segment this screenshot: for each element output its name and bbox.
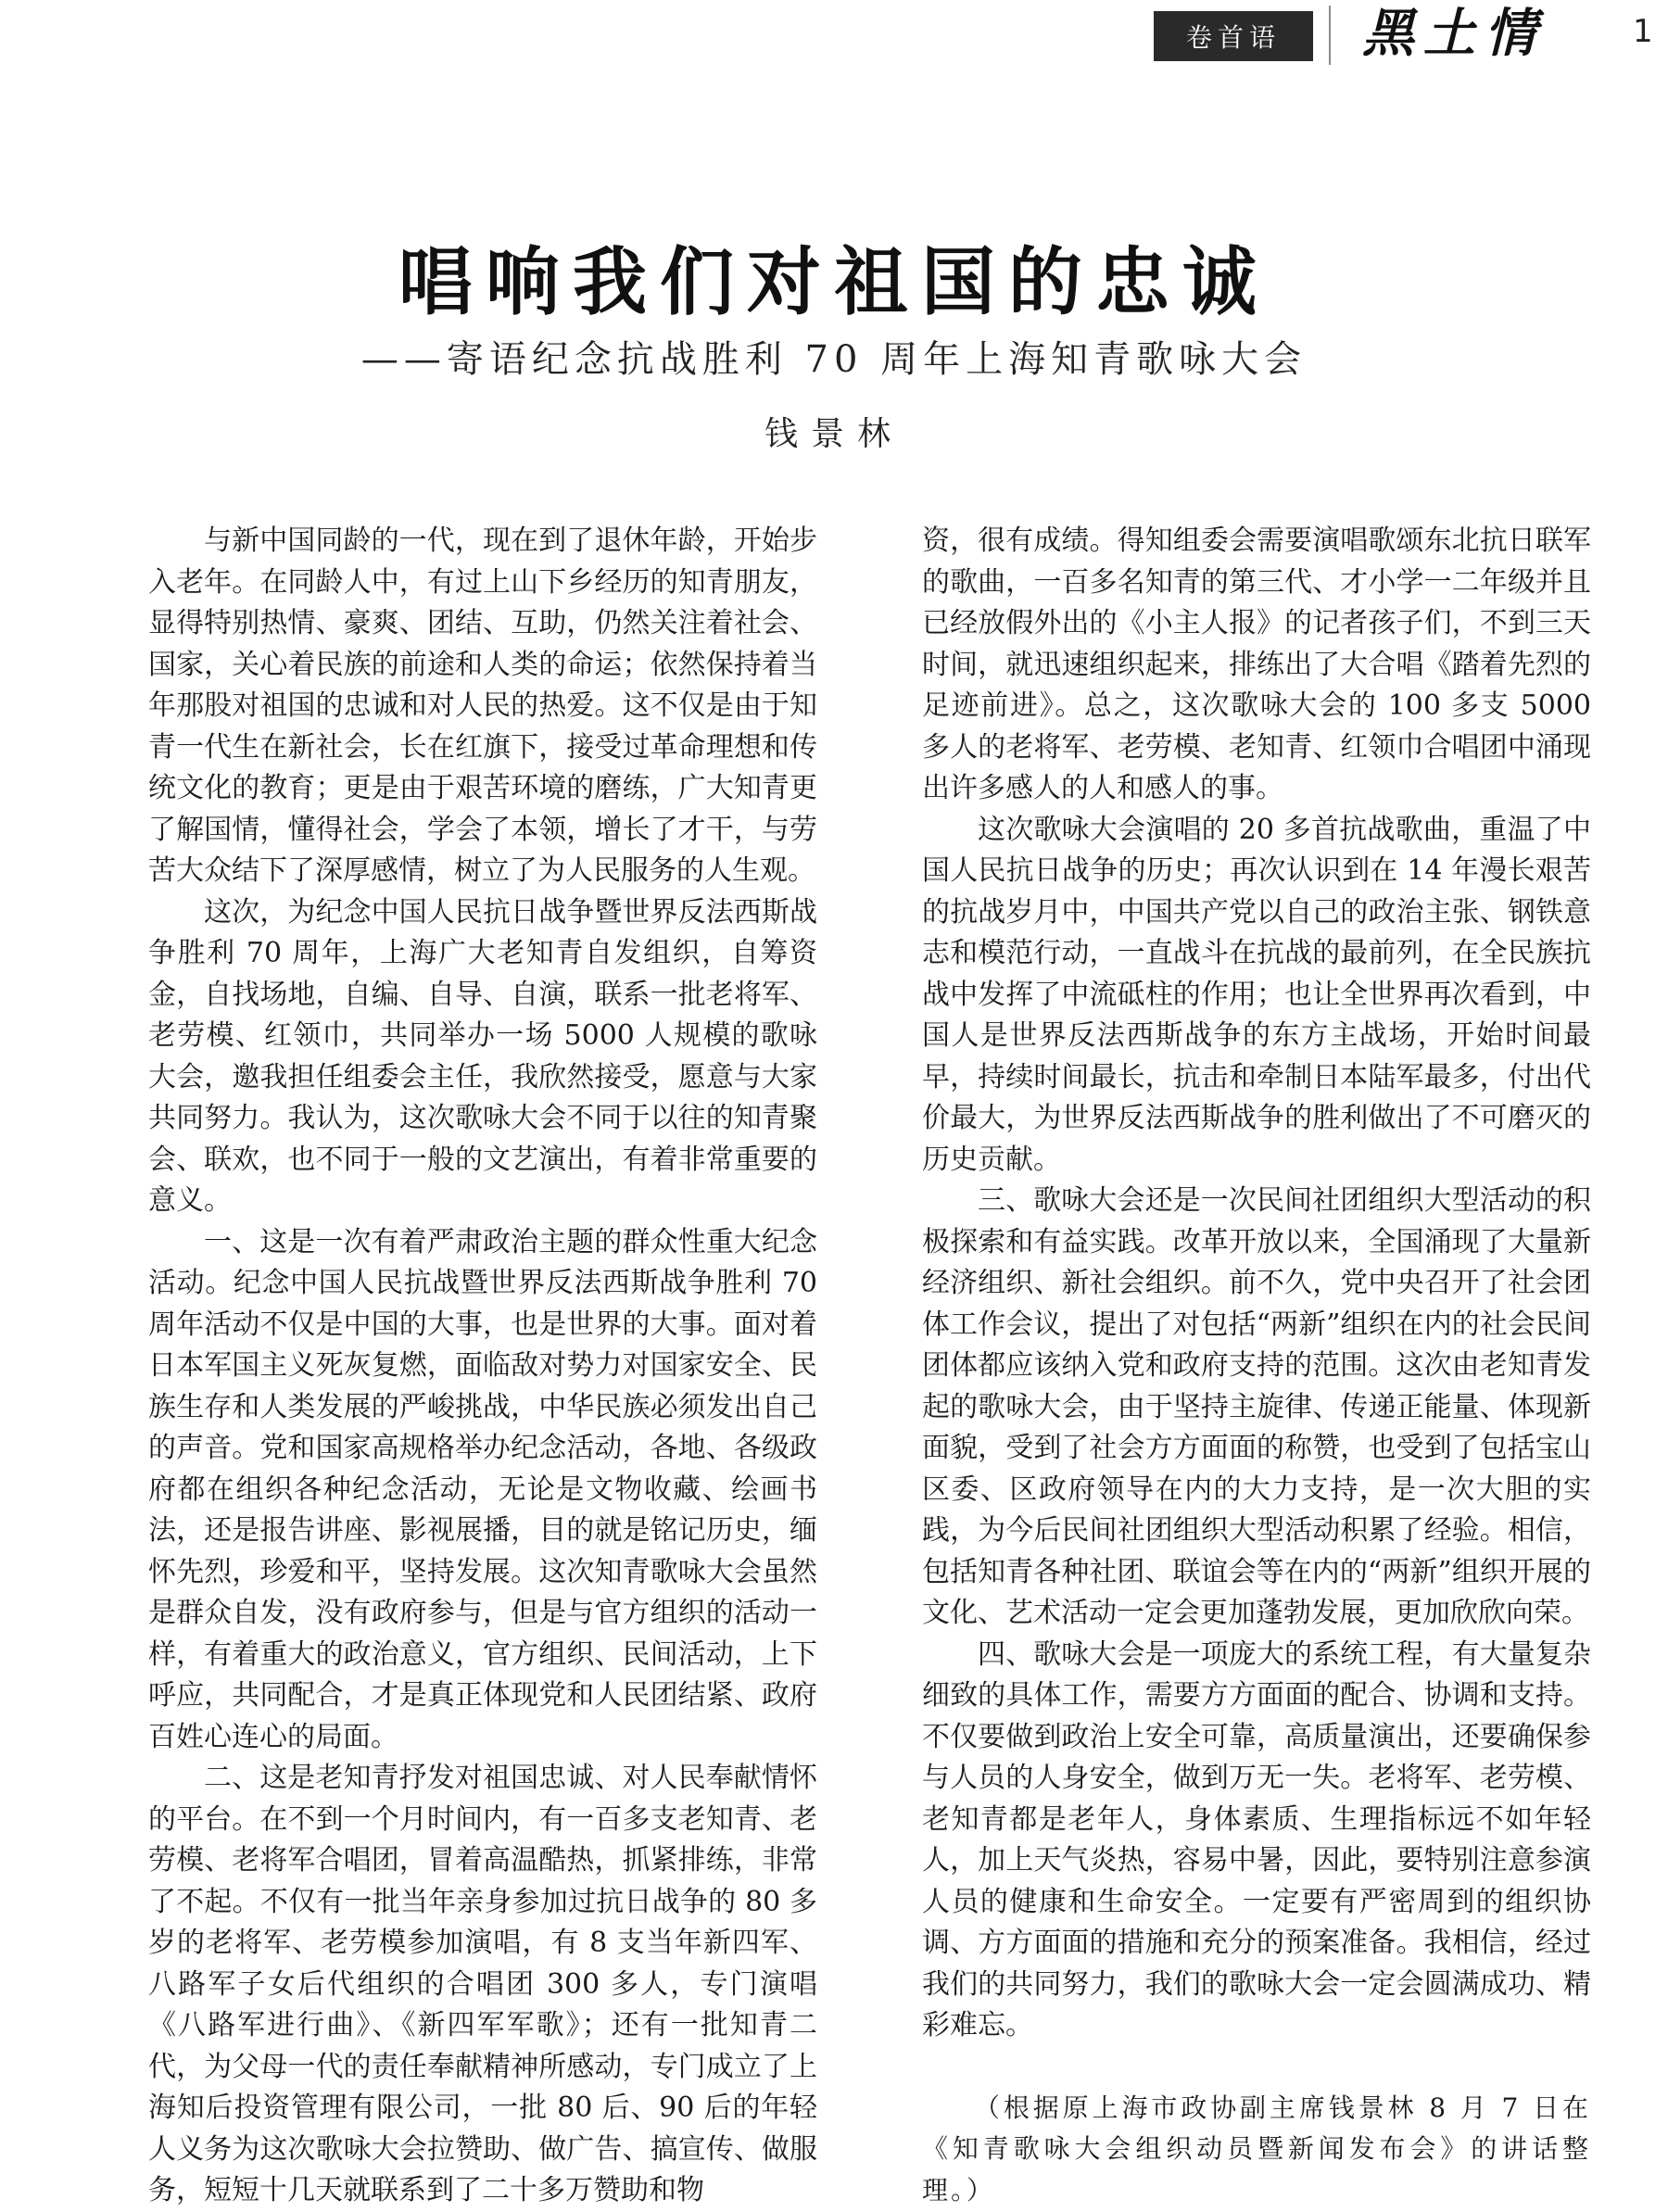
header-divider — [1329, 6, 1331, 65]
magazine-logo: 黑土情 — [1362, 3, 1546, 64]
paragraph: 二、这是老知青抒发对祖国忠诚、对人民奉献情怀的平台。在不到一个月时间内，有一百多支老知青、老劳模、老将军合唱团，冒着高温酷热，抓紧排练，非常了不起。不仅有一批当年亲身参加过抗日战争的 80 多岁的老将军、老劳模参加演唱，有 8 支当年新四军、八路军子女后代组织的合唱团 300 多人，专门演唱《八路军进行曲》、《新四军军歌》；还有一批知青二代，为父母一代的责任奉献精神所感动，专门成立了上海知后投资管理有限公司，一批 80 后、90 后的年轻人义务为这次歌咏大会拉赞助、做广告、搞宣传、做服务，短短十几天就联系到了二十多万赞助和物 — [148, 1762, 817, 2206]
paragraph: 三、歌咏大会还是一次民间社团组织大型活动的积极探索和有益实践。改革开放以来，全国涌现了大量新经济组织、新社会组织。前不久，党中央召开了社会团体工作会议，提出了对包括“两新”组织在内的社会民间团体都应该纳入党和政府支持的范围。这次由老知青发起的歌咏大会，由于坚持主旋律、传递正能量、体现新面貌，受到了社会方方面面的称赞，也受到了包括宝山区委、区政府领导在内的大力支持，是一次大胆的实践，为今后民间社团组织大型活动积累了经验。相信，包括知青各种社团、联谊会等在内的“两新”组织开展的文化、艺术活动一定会更加蓬勃发展，更加欣欣向荣。 — [922, 1184, 1591, 1629]
paragraph: 这次歌咏大会演唱的 20 多首抗战歌曲，重温了中国人民抗日战争的历史；再次认识到在 14 年漫长艰苦的抗战岁月中，中国共产党以自己的政治主张、钢铁意志和模范行动，一直战斗在抗战的最前列，在全民族抗战中发挥了中流砥柱的作用；也让全世界再次看到，中国人是世界反法西斯战争的东方主战场，开始时间最早，持续时间最长，抗击和牵制日本陆军最多，付出代价最大，为世界反法西斯战争的胜利做出了不可磨灭的历史贡献。 — [922, 813, 1591, 1176]
page-header — [0, 0, 1668, 74]
paragraph: 四、歌咏大会是一项庞大的系统工程，有大量复杂细致的具体工作，需要方方面面的配合、协调和支持。不仅要做到政治上安全可靠，高质量演出，还要确保参与人员的人身安全，做到万无一失。老将军、老劳模、老知青都是老年人，身体素质、生理指标远不如年轻人，加上天气炎热，容易中暑，因此，要特别注意参演人员的健康和生命安全。一定要有严密周到的组织协调、方方面面的措施和充分的预案准备。我相信，经过我们的共同努力，我们的歌咏大会一定会圆满成功、精彩难忘。 — [922, 1637, 1591, 2041]
article-subtitle: ——寄语纪念抗战胜利 70 周年上海知青歌咏大会 — [360, 338, 1308, 381]
paragraph: 这次，为纪念中国人民抗日战争暨世界反法西斯战争胜利 70 周年，上海广大老知青自发组织，自筹资金，自找场地，自编、自导、自演，联系一批老将军、老劳模、红领巾，共同举办一场 5000 人规模的歌咏大会，邀我担任组委会主任，我欣然接受，愿意与大家共同努力。我认为，这次歌咏大会不同于以往的知青聚会、联欢，也不同于一般的文艺演出，有着非常重要的意义。 — [148, 895, 817, 1217]
source-note: （根据原上海市政协副主席钱景林 8 月 7 日在《知青歌咏大会组织动员暨新闻发布会》的讲话整理。） — [922, 2092, 1591, 2206]
left-column — [148, 521, 817, 2212]
article-title: 唱响我们对祖国的忠诚 — [398, 239, 1270, 325]
right-column — [922, 521, 1591, 2211]
paragraph: 与新中国同龄的一代，现在到了退休年龄，开始步入老年。在同龄人中，有过上山下乡经历的知青朋友，显得特别热情、豪爽、团结、互助，仍然关注着社会、国家，关心着民族的前途和人类的命运；依然保持着当年那股对祖国的忠诚和对人民的热爱。这不仅是由于知青一代生在新社会，长在红旗下，接受过革命理想和传统文化的教育；更是由于艰苦环境的磨练，广大知青更了解国情，懂得社会，学会了本领，增长了才干，与劳苦大众结下了深厚感情，树立了为人民服务的人生观。 — [148, 525, 817, 887]
paragraph: 一、这是一次有着严肃政治主题的群众性重大纪念活动。纪念中国人民抗战暨世界反法西斯战争胜利 70 周年活动不仅是中国的大事，也是世界的大事。面对着日本军国主义死灰复燃，面临敌对势力对国家安全、民族生存和人类发展的严峻挑战，中华民族必须发出自己的声音。党和国家高规格举办纪念活动，各地、各级政府都在组织各种纪念活动，无论是文物收藏、绘画书法，还是报告讲座、影视展播，目的就是铭记历史，缅怀先烈，珍爱和平，坚持发展。这次知青歌咏大会虽然是群众自发，没有政府参与，但是与官方组织的活动一样，有着重大的政治意义，官方组织、民间活动，上下呼应，共同配合，才是真正体现党和人民团结紧、政府百姓心连心的局面。 — [148, 1225, 817, 1753]
section-tag: 卷首语 — [1154, 11, 1313, 61]
paragraph-continuation: 资，很有成绩。得知组委会需要演唱歌颂东北抗日联军的歌曲，一百多名知青的第三代、才小学一二年级并且已经放假外出的《小主人报》的记者孩子们，不到三天时间，就迅速组织起来，排练出了大合唱《踏着先烈的足迹前进》。总之，这次歌咏大会的 100 多支 5000 多人的老将军、老劳模、老知青、红领巾合唱团中涌现出许多感人的人和感人的事。 — [922, 525, 1591, 804]
page-number: 1 — [1633, 13, 1653, 50]
article-author: 钱景林 — [764, 415, 904, 453]
